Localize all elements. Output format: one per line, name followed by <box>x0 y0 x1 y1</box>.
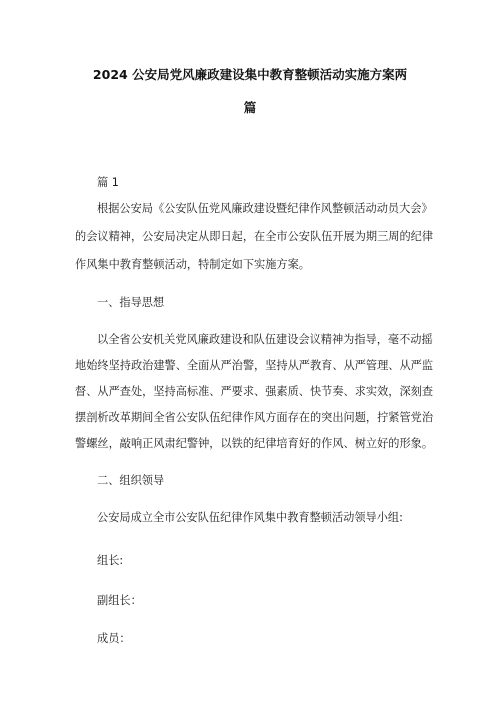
intro-line: 作风集中教育整顿活动，特制定如下实施方案。 <box>75 258 310 271</box>
heading-guiding-thought: 一、指导思想 <box>97 296 165 309</box>
intro-line: 的会议精神，公安局决定从即日起，在全市公安队伍开展为期三周的纪律 <box>75 230 434 243</box>
org-intro: 公安局成立全市公安队伍纪律作风集中教育整顿活动领导小组: <box>97 511 403 524</box>
guiding-line: 地始终坚持政治建警、全面从严治警，坚持从严教育、从严管理、从严监 <box>75 359 434 372</box>
section-label: 篇 1 <box>97 176 119 189</box>
heading-organization: 二、组织领导 <box>97 474 165 487</box>
role-leader: 组长: <box>97 554 124 567</box>
guiding-line: 摆剖析改革期间全省公安队伍纪律作风方面存在的突出问题，拧紧管党治 <box>75 411 434 424</box>
document-title-line-1: 2024 公安局党风廉政建设集中教育整顿活动实施方案两 <box>92 67 408 82</box>
guiding-line: 警螺丝，敲响正风肃纪警钟，以铁的纪律培育好的作风、树立好的形象。 <box>75 437 434 450</box>
role-deputy-leader: 副组长： <box>97 594 142 607</box>
guiding-line: 以全省公安机关党风廉政建设和队伍建设会议精神为指导，毫不动摇 <box>97 333 433 346</box>
document-title-line-2: 篇 <box>243 100 257 115</box>
guiding-line: 督、从严查处，坚持高标准、严要求、强素质、快节奏、求实效，深刻查 <box>75 385 434 398</box>
intro-line: 根据公安局《公安队伍党风廉政建设暨纪律作风整顿活动动员大会》 <box>97 202 433 215</box>
role-members: 成员： <box>97 632 131 645</box>
